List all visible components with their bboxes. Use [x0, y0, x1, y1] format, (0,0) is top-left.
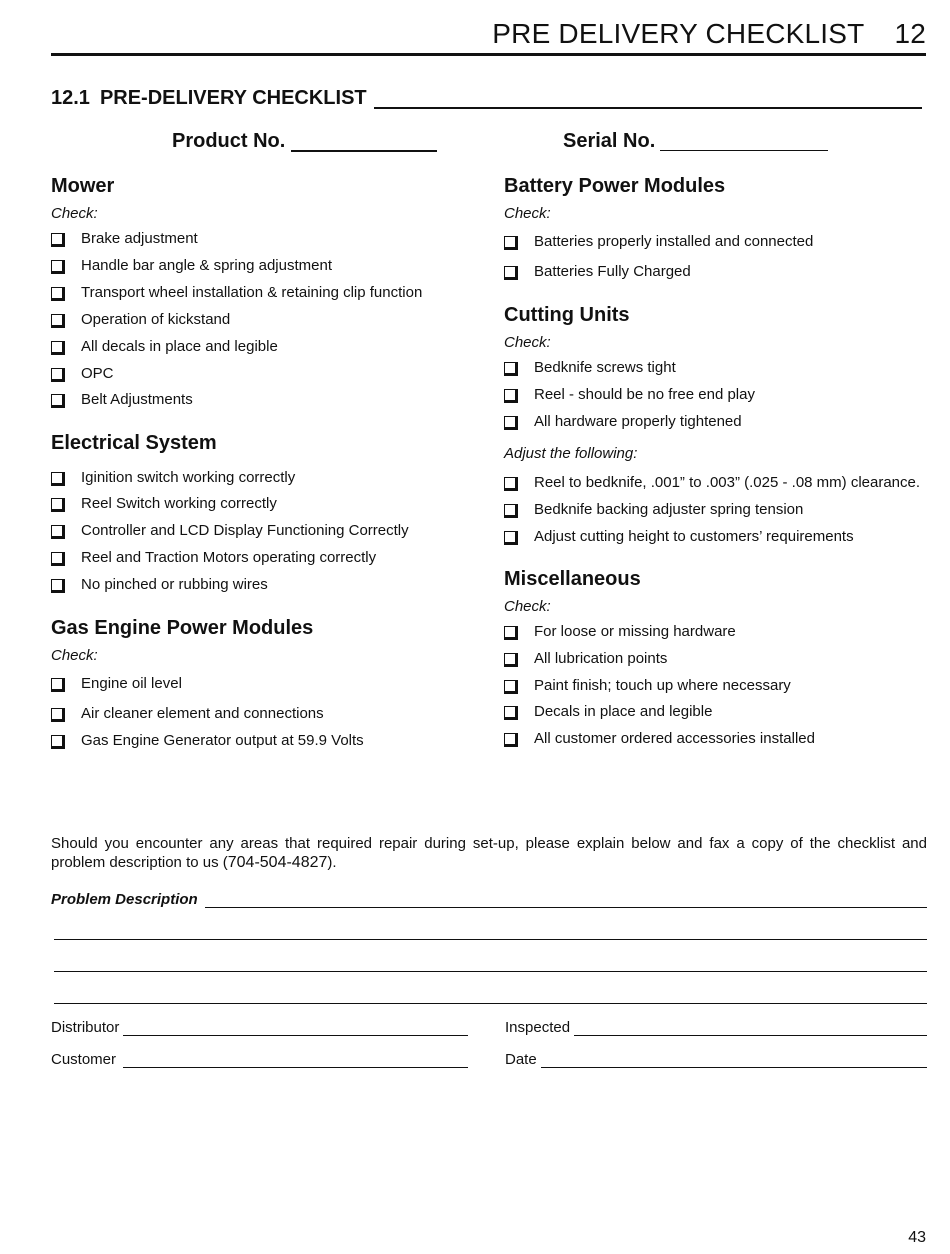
checkbox-icon[interactable]: [51, 678, 65, 692]
battery-check-label: Check:: [504, 205, 551, 222]
checkbox-icon[interactable]: [51, 260, 65, 274]
problem-description-line[interactable]: [54, 939, 927, 940]
electrical-heading: Electrical System: [51, 432, 217, 454]
inspected-field[interactable]: [574, 1035, 927, 1036]
serial-no-label: Serial No.: [563, 130, 656, 152]
checkbox-icon[interactable]: [504, 626, 518, 640]
checkbox-icon[interactable]: [51, 552, 65, 566]
gas-engine-check-label: Check:: [51, 647, 98, 664]
checkbox-icon[interactable]: [51, 341, 65, 355]
checkbox-icon[interactable]: [51, 368, 65, 382]
customer-field[interactable]: [123, 1067, 468, 1068]
checkbox-icon[interactable]: [504, 389, 518, 403]
inspected-label: Inspected: [505, 1019, 571, 1036]
fax-number: 704-504-4827: [227, 854, 328, 871]
checkbox-icon[interactable]: [504, 653, 518, 667]
section-title-line: [374, 107, 922, 109]
misc-heading: Miscellaneous: [504, 568, 641, 590]
checkbox-icon[interactable]: [504, 504, 518, 518]
checkbox-icon[interactable]: [504, 416, 518, 430]
section-name: PRE-DELIVERY CHECKLIST: [99, 87, 367, 109]
distributor-label: Distributor: [51, 1019, 120, 1036]
checkbox-icon[interactable]: [51, 708, 65, 722]
checkbox-icon[interactable]: [51, 498, 65, 512]
checkbox-icon[interactable]: [504, 733, 518, 747]
checkbox-icon[interactable]: [504, 477, 518, 491]
adjust-label: Adjust the following:: [504, 445, 638, 462]
page-header-title: [492, 18, 926, 50]
gas-engine-heading: Gas Engine Power Modules: [51, 617, 314, 639]
checkbox-icon[interactable]: [51, 525, 65, 539]
checkbox-icon[interactable]: [504, 680, 518, 694]
page-number: 43: [908, 1229, 926, 1246]
problem-description-line[interactable]: [54, 971, 927, 972]
checkbox-icon[interactable]: [51, 394, 65, 408]
checkbox-icon[interactable]: [51, 579, 65, 593]
section-number: 12.1: [51, 87, 90, 109]
checkbox-icon[interactable]: [51, 287, 65, 301]
problem-description-label: Problem Description: [51, 891, 198, 908]
checkbox-icon[interactable]: [51, 314, 65, 328]
mower-check-label: Check:: [51, 205, 98, 222]
date-field[interactable]: [541, 1067, 927, 1068]
battery-heading: Battery Power Modules: [504, 175, 726, 197]
mower-heading: Mower: [51, 175, 115, 197]
cutting-units-heading: Cutting Units: [504, 304, 630, 326]
misc-check-label: Check:: [504, 598, 551, 615]
product-no-label: Product No.: [172, 130, 286, 152]
checkbox-icon[interactable]: [504, 706, 518, 720]
problem-description-line[interactable]: [205, 907, 927, 908]
serial-no-field[interactable]: [660, 150, 828, 151]
repair-note: Should you encounter any areas that required repair during set-up, please explain below and fax a copy of the checklist and problem description to us (704-504-4827).: [51, 835, 927, 871]
section-title: [51, 87, 367, 110]
chapter-number: 12: [894, 18, 926, 49]
customer-label: Customer: [51, 1051, 117, 1068]
checkbox-icon[interactable]: [504, 531, 518, 545]
cutting-units-check-label: Check:: [504, 334, 551, 351]
checkbox-icon[interactable]: [504, 236, 518, 250]
problem-description-line[interactable]: [54, 1003, 927, 1004]
checkbox-icon[interactable]: [51, 472, 65, 486]
distributor-field[interactable]: [123, 1035, 468, 1036]
header-rule: [51, 53, 926, 56]
date-label: Date: [505, 1051, 537, 1068]
checkbox-icon[interactable]: [504, 266, 518, 280]
product-no-field[interactable]: [291, 150, 437, 152]
checkbox-icon[interactable]: [51, 233, 65, 247]
checkbox-icon[interactable]: [504, 362, 518, 376]
header-text: PRE DELIVERY CHECKLIST: [492, 18, 865, 49]
checkbox-icon[interactable]: [51, 735, 65, 749]
